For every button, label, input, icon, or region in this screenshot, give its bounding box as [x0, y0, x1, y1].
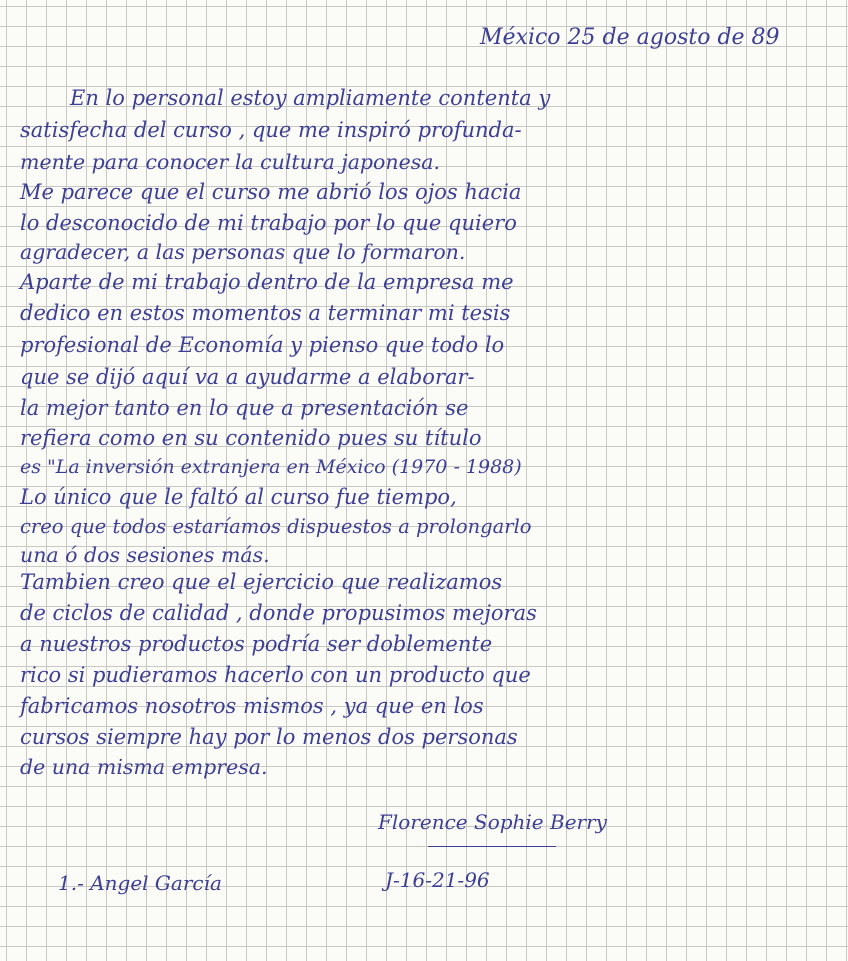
letter-line: a nuestros productos podría ser doblemente: [20, 632, 493, 656]
footer-name: 1.- Angel García: [58, 871, 222, 895]
signature-id: J-16-21-96: [385, 868, 490, 892]
letter-line: cursos siempre hay por lo menos dos personas: [20, 725, 518, 749]
letter-line: una ó dos sesiones más.: [20, 543, 270, 567]
letter-line: satisfecha del curso , que me inspiró profunda-: [20, 118, 522, 142]
letter-line: Me parece que el curso me abrió los ojos hacia: [20, 180, 522, 204]
letter-line: fabricamos nosotros mismos , ya que en los: [20, 694, 484, 718]
letter-line: Lo único que le faltó al curso fue tiempo,: [20, 485, 457, 509]
letter-line: creo que todos estaríamos dispuestos a prolongarlo: [20, 515, 532, 538]
letter-line: profesional de Economía y pienso que todo lo: [20, 333, 505, 357]
letter-line: que se dijó aquí va a ayudarme a elaborar-: [20, 365, 475, 389]
signature-underline: [428, 846, 556, 847]
letter-line: de una misma empresa.: [20, 755, 268, 779]
letter-line: lo desconocido de mi trabajo por lo que quiero: [20, 211, 517, 235]
letter-line: de ciclos de calidad , donde propusimos mejoras: [20, 601, 537, 625]
letter-line: la mejor tanto en lo que a presentación se: [20, 396, 469, 420]
letter-line: mente para conocer la cultura japonesa.: [20, 150, 440, 174]
signature-name: Florence Sophie Berry: [378, 810, 607, 834]
letter-date: México 25 de agosto de 89: [480, 25, 780, 50]
letter-line: es "La inversión extranjera en México (1970 - 1988): [20, 456, 522, 478]
letter-line: refiera como en su contenido pues su título: [20, 426, 482, 450]
letter-line: rico si pudieramos hacerlo con un producto que: [20, 663, 531, 687]
letter-line: Aparte de mi trabajo dentro de la empresa me: [20, 270, 514, 294]
letter-line: En lo personal estoy ampliamente contenta y: [70, 86, 551, 110]
letter-line: agradecer, a las personas que lo formaron.: [20, 240, 466, 264]
letter-line: Tambien creo que el ejercicio que realizamos: [20, 570, 503, 594]
letter-line: dedico en estos momentos a terminar mi tesis: [20, 301, 511, 325]
